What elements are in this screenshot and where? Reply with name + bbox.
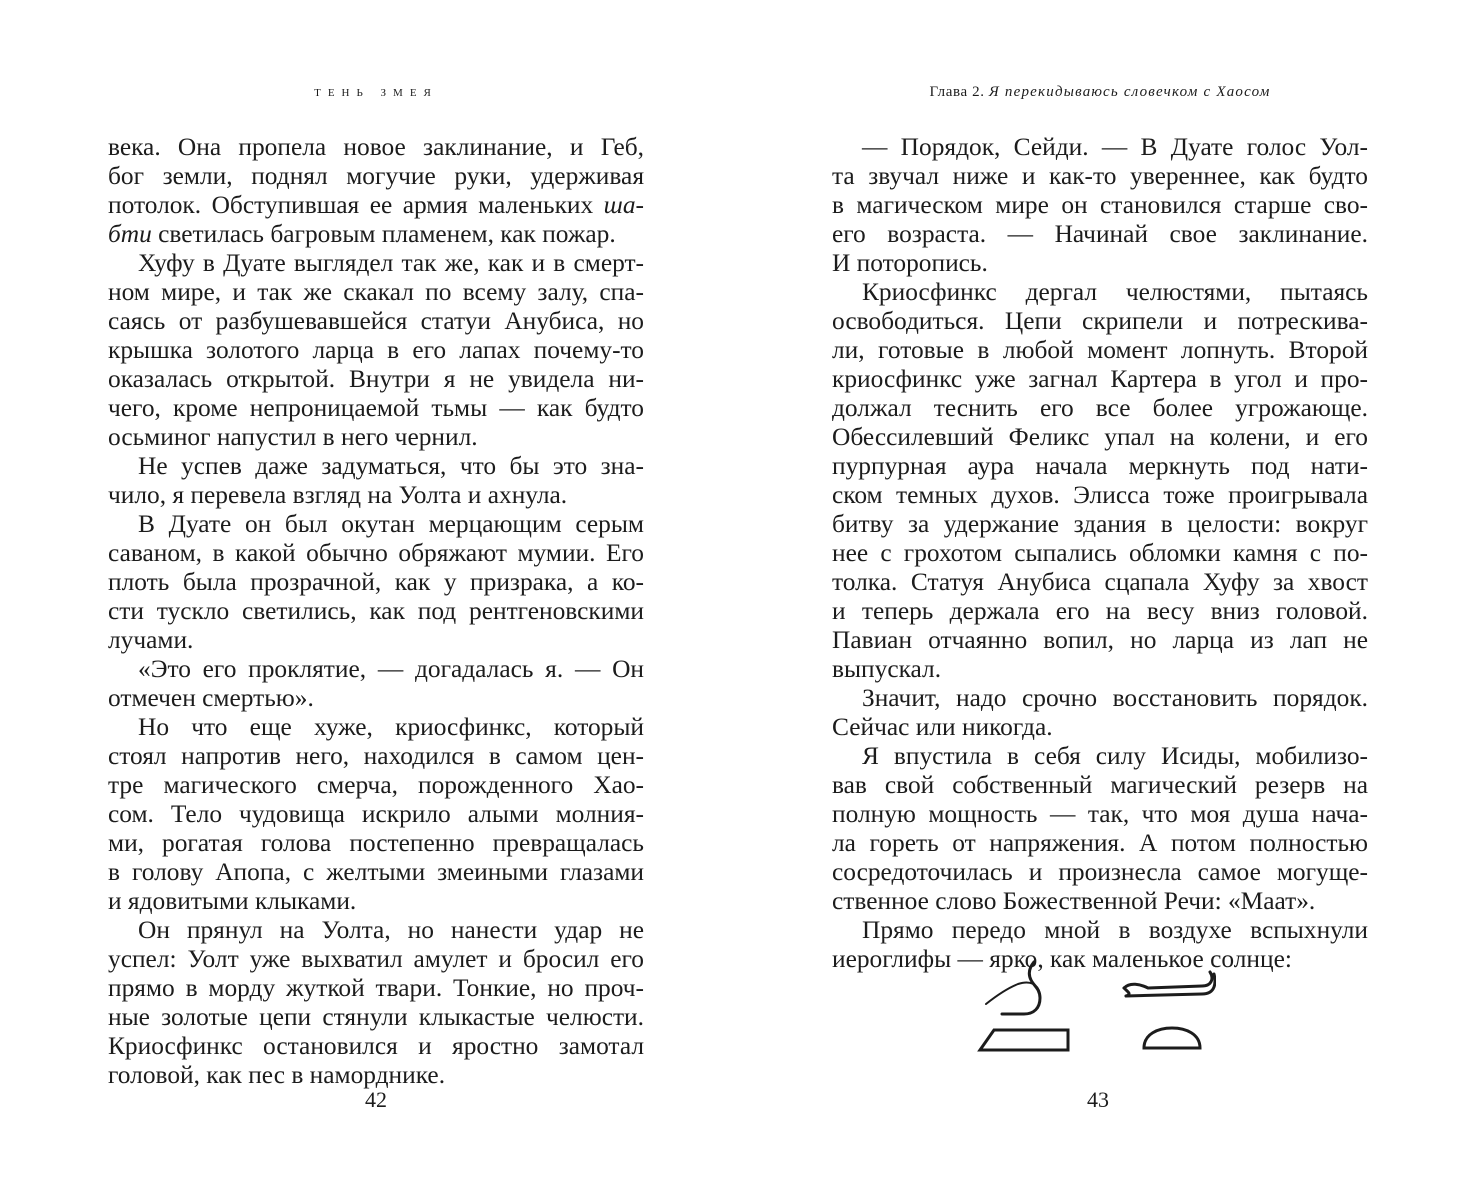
text-line (108, 481, 644, 510)
line-text: ми, рогатая голова постепенно превращалась (108, 829, 644, 857)
text-line (832, 481, 1368, 510)
text-line (832, 423, 1368, 452)
line-text: ла гореть от напряжения. А потом полностью (832, 829, 1368, 857)
running-head-left: тень змея (314, 84, 438, 100)
line-text: его возраста. — Начинай свое заклинание. (832, 220, 1368, 248)
text-line (832, 365, 1368, 394)
line-text: успел: Уолт уже выхватил амулет и бросил его (108, 945, 644, 973)
text-line (832, 568, 1368, 597)
line-text: — Порядок, Сейди. — В Дуате голос Уол- (862, 133, 1368, 161)
line-text: плоть была прозрачной, как у призрака, а ко- (108, 568, 644, 596)
line-text: сти тускло светились, как под рентгеновскими (108, 597, 644, 625)
italic-word: ша- (603, 191, 644, 219)
line-text: ном мире, и так же скакал по всему залу, спа- (108, 278, 644, 306)
line-text: чего, кроме непроницаемой тьмы — как будто (108, 394, 644, 422)
line-text: Криосфинкс дергал челюстями, пытаясь (862, 278, 1368, 306)
line-text: в голову Апопа, с желтыми змеиными глазами (108, 858, 644, 886)
text-line (108, 162, 644, 191)
plinth-glyph-icon (980, 1030, 1068, 1050)
line-text: вав свой собственный магический резерв на (832, 771, 1368, 799)
line-text: нее с грохотом сыпались обломки камня с по- (832, 539, 1368, 567)
line-text: века. Она пропела новое заклинание, и Геб, (108, 133, 644, 161)
line-text: Но что еще хуже, криосфинкс, который (138, 713, 644, 741)
line-text: И поторопись. (832, 249, 988, 277)
sickle-glyph-icon (986, 962, 1040, 1014)
text-line (832, 713, 1368, 742)
text-line (108, 713, 644, 742)
text-line (832, 394, 1368, 423)
text-line (832, 916, 1368, 945)
text-line (108, 133, 644, 162)
line-text: Он прянул на Уолта, но нанести удар не (138, 916, 644, 944)
text-line (108, 829, 644, 858)
text-line (108, 1003, 644, 1032)
chapter-title: Я перекидываюсь словечком с Хаосом (988, 84, 1271, 100)
line-text: Обессилевший Феликс упал на колени, и его (832, 423, 1368, 451)
left-page (0, 0, 738, 1182)
line-text: и теперь держала его на весу вниз головой. (832, 597, 1368, 625)
text-line (108, 974, 644, 1003)
text-line (832, 887, 1368, 916)
text-line (832, 858, 1368, 887)
line-text: светилась багровым пламенем, как пожар. (151, 220, 616, 248)
line-text: выпускал. (832, 655, 942, 683)
line-text: Криосфинкс остановился и яростно замотал (108, 1032, 644, 1060)
line-text: криосфинкс уже загнал Картера в угол и про- (832, 365, 1368, 393)
text-line (832, 162, 1368, 191)
text-line (108, 336, 644, 365)
line-text: освободиться. Цепи скрипели и потрескива- (832, 307, 1368, 335)
text-line (108, 800, 644, 829)
text-line (832, 597, 1368, 626)
text-line (832, 510, 1368, 539)
line-text: саваном, в какой обычно обряжают мумии. Его (108, 539, 644, 567)
page-number-right: 43 (1087, 1087, 1109, 1112)
line-text: битву за удержание здания в целости: вокруг (832, 510, 1368, 538)
line-text: ственное слово Божественной Речи: «Маат». (832, 887, 1316, 915)
arm-glyph-icon (1124, 972, 1215, 996)
italic-word: бти (108, 220, 152, 248)
text-line (108, 249, 644, 278)
text-line (108, 655, 644, 684)
chapter-number: Глава 2. (929, 84, 985, 100)
line-text: та звучал ниже и как-то увереннее, как будто (832, 162, 1368, 190)
line-text: сом. Тело чудовища искрило алыми молния- (108, 800, 644, 828)
line-text: чило, я перевела взгляд на Уолта и ахнула. (108, 481, 568, 509)
text-line (108, 394, 644, 423)
text-line (832, 800, 1368, 829)
text-line (108, 220, 644, 249)
text-line (832, 771, 1368, 800)
line-text: иероглифы — ярко, как маленькое солнце: (832, 945, 1292, 973)
text-line (832, 336, 1368, 365)
line-text: стоял напротив него, находился в самом цен- (108, 742, 644, 770)
text-line (108, 452, 644, 481)
line-text: «Это его проклятие, — догадалась я. — Он (138, 655, 644, 683)
text-line (108, 626, 644, 655)
text-line (832, 655, 1368, 684)
line-text: оказалась открытой. Внутри я не увидела ни- (108, 365, 644, 393)
text-line (108, 771, 644, 800)
hieroglyphs-maat (976, 958, 1216, 1058)
line-text: отмечен смертью». (108, 684, 314, 712)
line-text: и ядовитыми клыками. (108, 887, 357, 915)
text-line (108, 945, 644, 974)
left-body-text (108, 133, 644, 1090)
line-text: Павиан отчаянно вопил, но ларца из лап не (832, 626, 1368, 654)
right-body-text (832, 133, 1368, 974)
line-text: бог земли, поднял могучие руки, удерживая (108, 162, 644, 190)
bread-glyph-icon (1144, 1028, 1200, 1048)
text-line (832, 191, 1368, 220)
line-text: Прямо передо мной в воздухе вспыхнули (862, 916, 1368, 944)
line-text: Значит, надо срочно восстановить порядок. (862, 684, 1368, 712)
line-text: должал теснить его все более угрожающе. (832, 394, 1368, 422)
line-text: ные золотые цепи стянули клыкастые челюсти. (108, 1003, 644, 1031)
text-line (832, 742, 1368, 771)
text-line (108, 887, 644, 916)
text-line (108, 1061, 644, 1090)
text-line (832, 278, 1368, 307)
line-text: ском темных духов. Элисса тоже проигрывала (832, 481, 1368, 509)
text-line (108, 1032, 644, 1061)
running-head-right (832, 84, 1368, 101)
text-line (108, 597, 644, 626)
text-line (832, 452, 1368, 481)
line-text: в магическом мире он становился старше сво- (832, 191, 1368, 219)
line-text: полную мощность — так, что моя душа нача- (832, 800, 1368, 828)
text-line (108, 307, 644, 336)
text-line (832, 307, 1368, 336)
line-text: толка. Статуя Анубиса сцапала Хуфу за хвост (832, 568, 1368, 596)
text-line (108, 191, 644, 220)
line-text: осьминог напустил в него чернил. (108, 423, 478, 451)
text-line (108, 684, 644, 713)
line-text: сосредоточилась и произнесла самое могуще- (832, 858, 1368, 886)
text-line (832, 249, 1368, 278)
line-text: головой, как пес в наморднике. (108, 1061, 446, 1089)
text-line (832, 829, 1368, 858)
line-text: ли, готовые в любой момент лопнуть. Второй (832, 336, 1368, 364)
text-line (832, 626, 1368, 655)
text-line (108, 539, 644, 568)
line-text: потолок. Обступившая ее армия маленьких (108, 191, 604, 219)
text-line (832, 220, 1368, 249)
line-text: лучами. (108, 626, 194, 654)
line-text: прямо в морду жуткой твари. Тонкие, но проч- (108, 974, 644, 1002)
line-text: Хуфу в Дуате выглядел так же, как и в смерт- (138, 249, 644, 277)
line-text: саясь от разбушевавшейся статуи Анубиса, но (108, 307, 644, 335)
text-line (108, 742, 644, 771)
text-line (108, 510, 644, 539)
page-number-left: 42 (365, 1087, 387, 1112)
line-text: Не успев даже задуматься, что бы это зна- (138, 452, 644, 480)
text-line (108, 278, 644, 307)
text-line (108, 858, 644, 887)
text-line (108, 568, 644, 597)
line-text: пурпурная аура начала меркнуть под нати- (832, 452, 1368, 480)
text-line (832, 684, 1368, 713)
text-line (108, 916, 644, 945)
right-page (738, 0, 1477, 1182)
line-text: тре магического смерча, порожденного Хао- (108, 771, 644, 799)
line-text: В Дуате он был окутан мерцающим серым (138, 510, 644, 538)
line-text: Сейчас или никогда. (832, 713, 1053, 741)
line-text: крышка золотого ларца в его лапах почему-то (108, 336, 644, 364)
text-line (832, 539, 1368, 568)
line-text: Я впустила в себя силу Исиды, мобилизо- (862, 742, 1368, 770)
text-line (108, 423, 644, 452)
text-line (832, 133, 1368, 162)
text-line (108, 365, 644, 394)
